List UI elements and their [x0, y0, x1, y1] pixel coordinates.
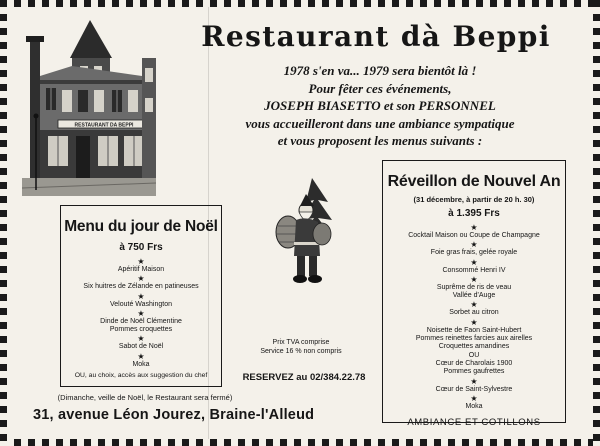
menu-noel-box: [60, 205, 222, 387]
menu-item: Velouté Washington: [109, 300, 172, 308]
star-icon: ★: [470, 393, 478, 403]
building-sign-text: RESTAURANT DA BEPPI: [74, 122, 134, 129]
star-icon: ★: [137, 291, 145, 301]
reservation-phone: RESERVEZ au 02/384.22.78: [242, 372, 366, 383]
tax-info: [242, 338, 360, 356]
menu-item: Suprême de ris de veau: [436, 283, 512, 291]
tax-line: Service 16 % non compris: [260, 348, 342, 355]
menu-item: Vallée d'Auge: [452, 292, 496, 300]
menu-item: Dinde de Noël Clémentine: [100, 317, 182, 325]
menu-item: Apéritif Maison: [117, 266, 165, 273]
menu-item: Noisette de Faon Saint-Hubert: [426, 326, 522, 334]
menu-item: Moka: [465, 402, 483, 410]
star-icon: ★: [137, 334, 145, 344]
intro-line: et vous proposent les menus suivants :: [277, 133, 483, 148]
star-icon: ★: [470, 274, 478, 284]
menu-item: Pommes gaufrettes: [443, 368, 505, 376]
star-icon: ★: [470, 300, 478, 310]
menu-nouvel-an-footer: AMBIANCE ET COTILLONS: [407, 417, 541, 429]
menu-item: Cœur de Charolais 1900: [435, 359, 513, 367]
menu-noel-items: [61, 257, 221, 369]
tax-line: Prix TVA comprise: [272, 339, 330, 346]
star-icon: ★: [470, 317, 478, 327]
santa-claus-illustration: [270, 172, 342, 290]
restaurant-building-illustration: [22, 18, 156, 196]
menu-nouvel-an-title: Réveillon de Nouvel An: [387, 173, 561, 190]
menu-nouvel-an-subtitle: (31 décembre, à partir de 20 h. 30): [413, 195, 535, 204]
star-icon: ★: [470, 240, 478, 250]
star-icon: ★: [470, 376, 478, 386]
menu-noel-price: à 750 Frs: [119, 242, 163, 253]
page-title: Restaurant dà Beppi: [201, 20, 551, 53]
menu-item: Foie gras frais, gelée royale: [430, 249, 518, 257]
intro-text: [210, 62, 550, 150]
menu-item: Sorbet au citron: [449, 309, 499, 317]
checkered-border-bottom: [0, 439, 600, 446]
checkered-border-left: [0, 0, 7, 446]
star-icon: ★: [137, 308, 145, 318]
star-icon: ★: [470, 223, 478, 232]
menu-item: OU: [468, 351, 480, 359]
menu-item: Croquettes amandines: [438, 343, 510, 351]
intro-line: Pour fêter ces événements,: [308, 80, 452, 96]
intro-line: 1978 s'en va... 1979 sera bientôt là !: [283, 63, 477, 78]
closing-note: (Dimanche, veille de Noël, le Restaurant sera fermé): [57, 393, 233, 402]
menu-item: Sabot de Noël: [118, 343, 164, 351]
menu-item: Cocktail Maison ou Coupe de Champagne: [408, 232, 540, 239]
menu-nouvel-an-items: [383, 223, 565, 411]
menu-nouvel-an-price: à 1.395 Frs: [448, 208, 500, 219]
menu-item: Six huitres de Zélande en patineuses: [83, 283, 199, 291]
checkered-border-top: [0, 0, 600, 7]
star-icon: ★: [470, 257, 478, 267]
checkered-border-right: [593, 0, 600, 446]
restaurant-address: 31, avenue Léon Jourez, Braine-l'Alleud: [33, 407, 315, 423]
star-icon: ★: [137, 274, 145, 284]
star-icon: ★: [137, 351, 145, 361]
menu-nouvel-an-box: [382, 160, 566, 429]
menu-item: Pommes reinettes farcies aux airelles: [415, 335, 533, 343]
menu-noel-note: OU, au choix, accès aux suggestion du chef: [74, 372, 208, 380]
intro-line: vous accueilleront dans une ambiance sympatique: [245, 115, 515, 131]
menu-item: Pommes croquettes: [109, 326, 173, 334]
menu-noel-title: Menu du jour de Noël: [64, 218, 218, 235]
menu-item: Cœur de Saint-Sylvestre: [435, 385, 513, 393]
menu-item: Consommé Henri IV: [442, 266, 506, 274]
intro-line: JOSEPH BIASETTO et son PERSONNEL: [264, 98, 496, 113]
menu-item: Moka: [132, 360, 150, 368]
star-icon: ★: [137, 257, 145, 266]
